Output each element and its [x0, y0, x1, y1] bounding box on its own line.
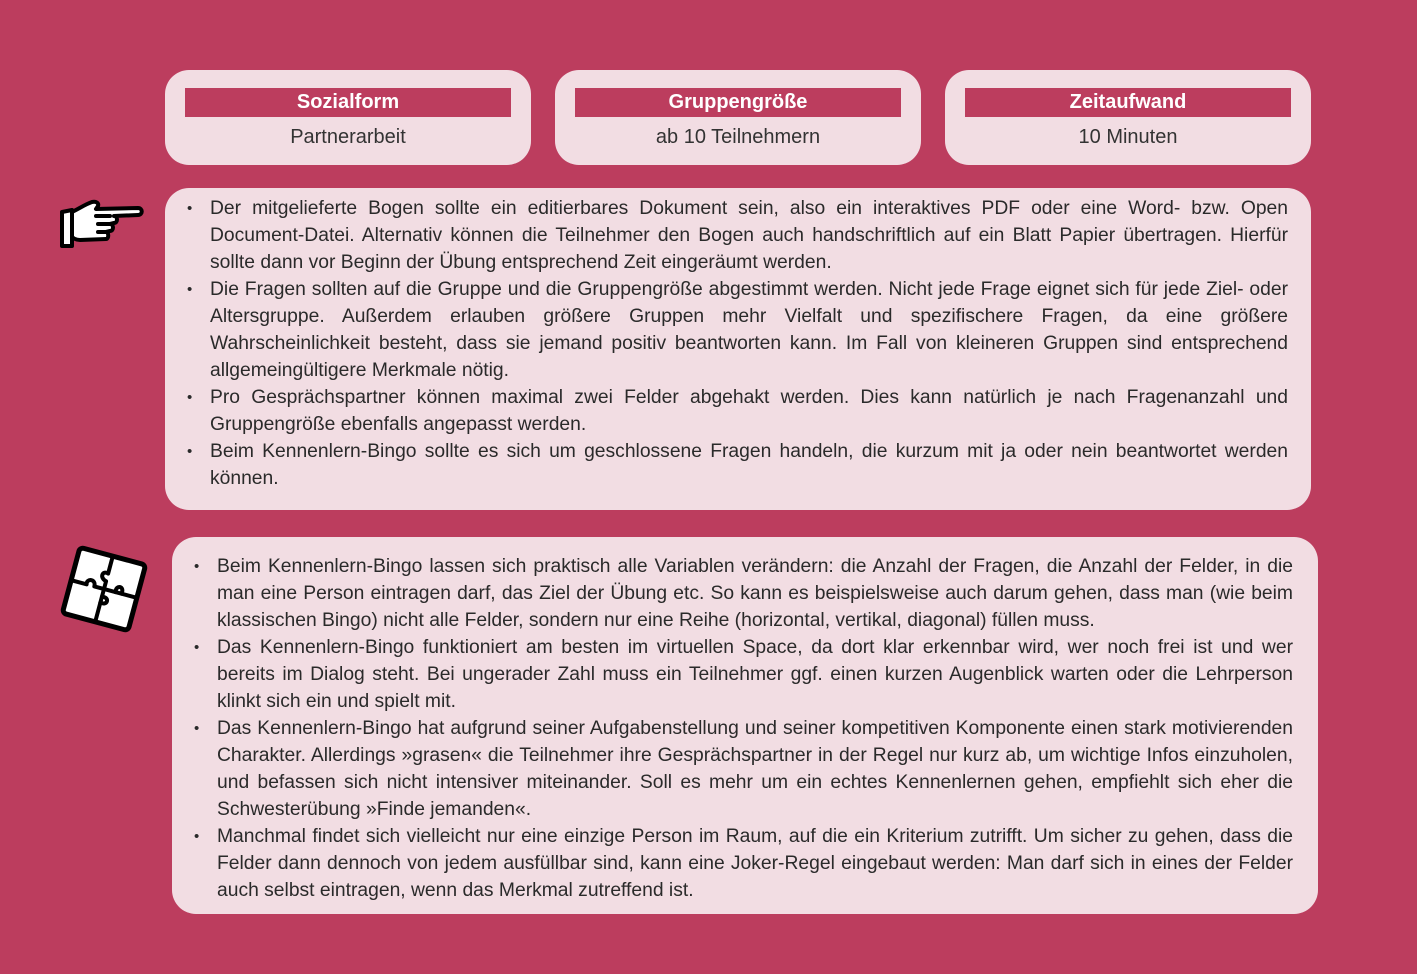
info-box-title: Gruppengröße	[575, 88, 901, 117]
puzzle-icon	[58, 543, 150, 635]
info-box-value: ab 10 Teilnehmern	[655, 126, 821, 148]
info-box-title: Zeitaufwand	[965, 88, 1291, 117]
list-item: • Beim Kennenlern-Bingo sollte es sich um geschlossene Fragen handeln, die kurzum mit ja oder nein beantwortet werden können.	[187, 441, 1288, 489]
info-box-value: Partnerarbeit	[290, 126, 406, 148]
list-item: • Manchmal findet sich vielleicht nur eine einzige Person im Raum, auf die ein Kriterium zutrifft. Um sicher zu gehen, dass die Felder dann dennoch von jedem ausfüllbar sind, kann eine Joker-Regel eingebaut werden: Man darf sich in eines der Felder auch selbst eintragen, wenn das Merkmal zutreffend ist.	[194, 826, 1293, 901]
info-box-sozialform	[165, 70, 531, 165]
hint-list	[165, 195, 1288, 492]
info-box-value: 10 Minuten	[1078, 126, 1178, 148]
list-item: • Der mitgelieferte Bogen sollte ein editierbares Dokument sein, also ein interaktives PDF oder eine Word- bzw. Open Document-Datei. Alternativ können die Teilnehmer den Bogen auch handschriftlich auf ein Blatt Papier übertragen. Hierfür sollte dann vor Beginn der Übung entsprechend Zeit eingeräumt werden.	[187, 198, 1288, 273]
info-box-zeitaufwand	[945, 70, 1311, 165]
list-item: • Das Kennenlern-Bingo funktioniert am besten im virtuellen Space, da dort klar erkennbar wird, wer noch frei ist und wer bereits im Dialog steht. Bei ungerader Zahl muss ein Teilnehmer ggf. einen kurzen Augenblick warten oder die Lehrperson klinkt sich ein und spielt mit.	[194, 637, 1293, 712]
hint-panel	[165, 188, 1311, 510]
info-box-gruppengroesse	[555, 70, 921, 165]
list-item: • Beim Kennenlern-Bingo lassen sich praktisch alle Variablen verändern: die Anzahl der Fragen, die Anzahl der Felder, in die man eine Person eintragen darf, das Ziel der Übung etc. So kann es beispielsweise auch darum gehen, dass man (wie beim klassischen Bingo) nicht alle Felder, sondern nur eine Reihe (horizontal, vertikal, diagonal) füllen muss.	[194, 556, 1293, 631]
info-box-title: Sozialform	[185, 88, 511, 117]
variation-panel	[172, 537, 1318, 914]
list-item: • Das Kennenlern-Bingo hat aufgrund seiner Aufgabenstellung und seiner kompetitiven Komponente einen stark motivierenden Charakter. Allerdings »grasen« die Teilnehmer ihre Gesprächspartner in der Regel nur kurz ab, um wichtige Infos einzuholen, und befassen sich nicht intensiver miteinander. Soll es mehr um ein echtes Kennenlernen gehen, empfiehlt sich eher die Schwesterübung »Finde jemanden«.	[194, 718, 1293, 820]
list-item: • Pro Gesprächspartner können maximal zwei Felder abgehakt werden. Dies kann natürlich je nach Fragenanzahl und Gruppengröße ebenfalls angepasst werden.	[187, 387, 1288, 435]
pointing-hand-icon	[58, 196, 146, 252]
list-item: • Die Fragen sollten auf die Gruppe und die Gruppengröße abgestimmt werden. Nicht jede Frage eignet sich für jede Ziel- oder Altersgruppe. Außerdem erlauben größere Gruppen mehr Vielfalt und spezifischere Fragen, da eine größere Wahrscheinlichkeit besteht, dass sie jemand positiv beantworten kann. Im Fall von kleineren Gruppen sind entsprechend allgemeingültigere Merkmale nötig.	[187, 279, 1288, 381]
variation-list	[172, 553, 1293, 904]
